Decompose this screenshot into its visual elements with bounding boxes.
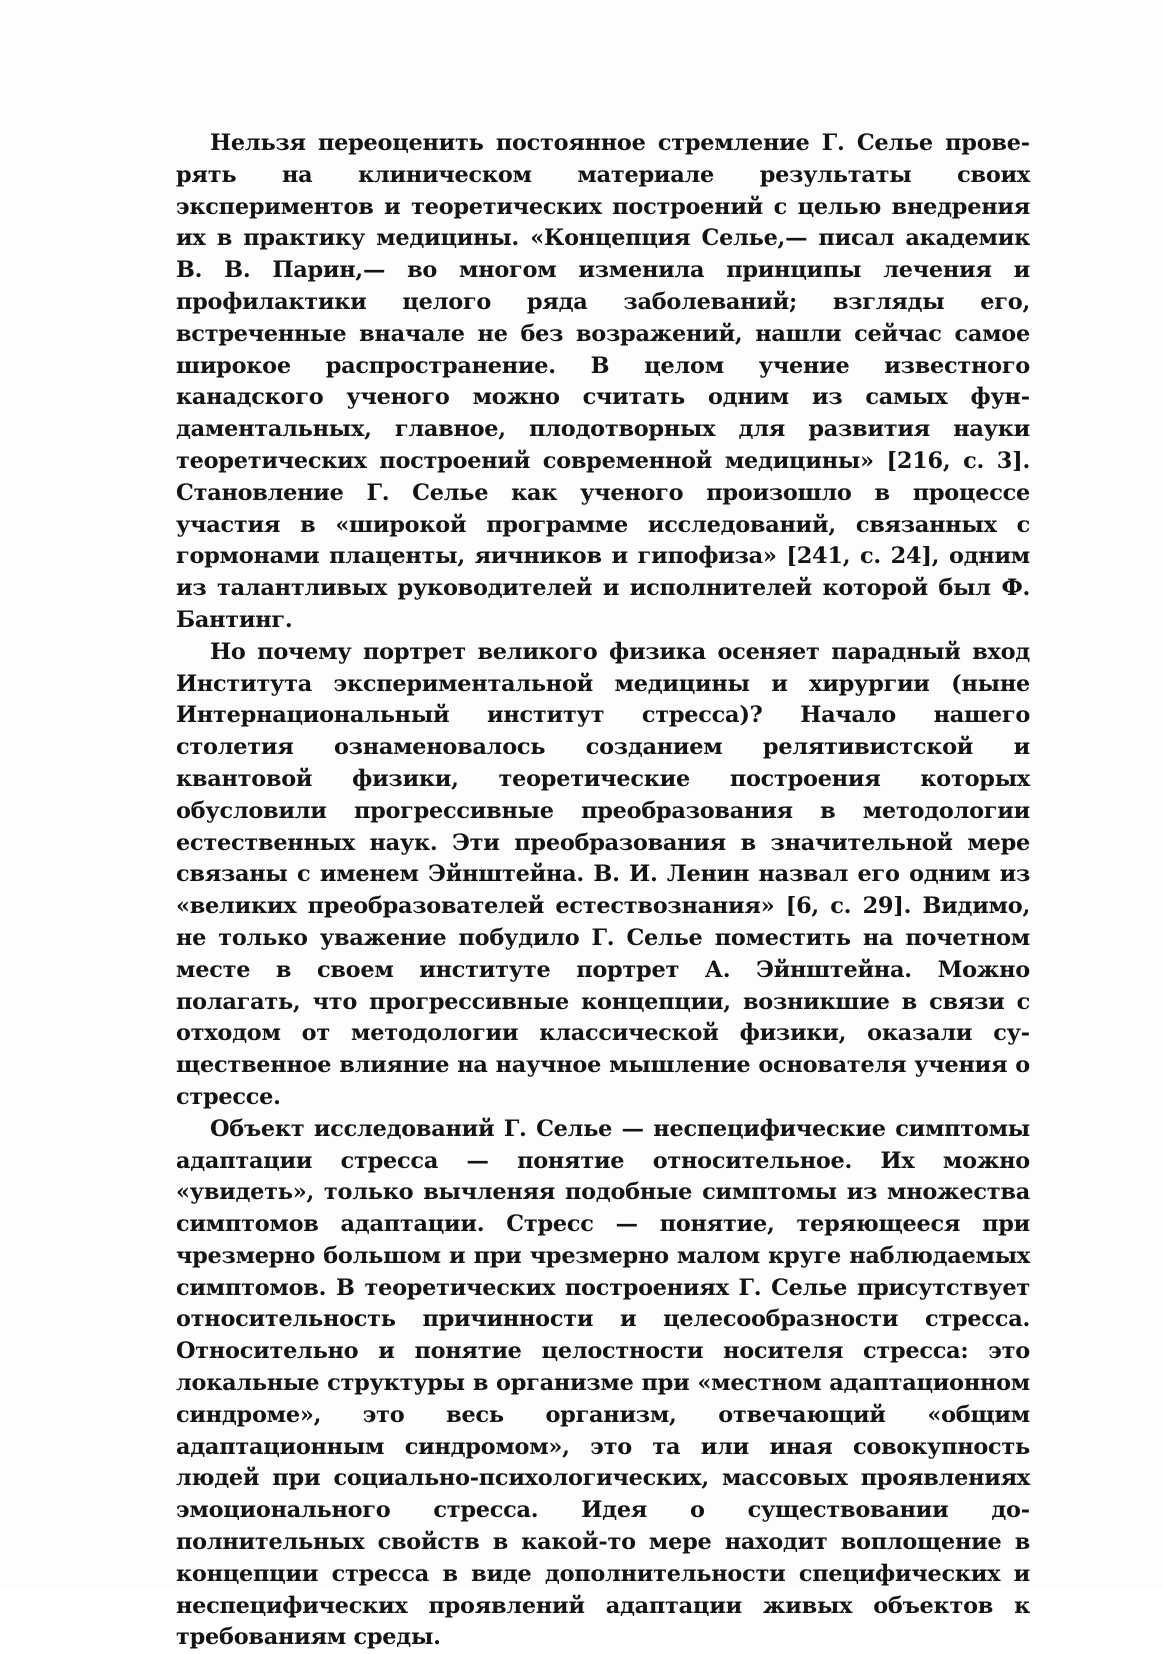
body-text bbox=[176, 128, 1030, 1654]
paragraph-1: Нельзя переоценить постоянное стремление Г. Селье проверять на клиническом материале результаты своих экспериментов и теоретических построений с целью внедрения их в практику медицины. «Концепция Селье,— писал академик В. В. Парин,— во многом изменила принципы лечения и профилактики целого ряда заболеваний; взгляды его, встреченные вначале не без возражений, нашли сейчас самое широкое распространение. В целом учение известного канадского ученого можно считать одним из самых фундаментальных, главное, плодотворных для развития науки теоретических построений современной медицины» [216, с. 3]. Становление Г. Селье как ученого произошло в процессе участия в «широкой программе исследований, связанных с гормонами плаценты, яичников и гипофиза» [241, с. 24], одним из талантливых руководителей и исполнителей которой был Ф. Бантинг. bbox=[176, 130, 1030, 633]
paragraph-3: Объект исследований Г. Селье — неспецифические симптомы адаптации стресса — понятие относительное. Их можно «увидеть», только вычленяя подобные симптомы из множества симптомов адаптации. Стресс — понятие, теряющееся при чрезмерно большом и при чрезмерно малом круге наблюдаемых симптомов. В теоретических построениях Г. Селье присутствует относительность причинности и целесообразности стресса. Относительно и понятие целостности носителя стресса: это локальные структуры в организме при «местном адаптационном синдроме», это весь организм, отвечающий «общим адаптационным синдромом», это та или иная совокупность людей при социально-психологических, массовых проявлениях эмоционального стресса. Идея о существовании дополнительных свойств в какой-то мере находит воплощение в концепции стресса в виде дополнительности специфических и неспецифических проявлений адаптации живых объектов к требованиям среды. bbox=[176, 1115, 1030, 1651]
paragraph-2: Но почему портрет великого физика осеняет парадный вход Института экспериментальной медицины и хирургии (ныне Интернациональный институт стресса)? Начало нашего столетия ознаменовалось созданием релятивистской и квантовой физики, теоретические построения которых обусловили прогрессивные преобразования в методологии естественных наук. Эти преобразования в значительной мере связаны с именем Эйнштейна. В. И. Ленин назвал его одним из «великих преобразователей естествознания» [6, с. 29]. Видимо, не только уважение побудило Г. Селье поместить на почетном месте в своем институте портрет А. Эйнштейна. Можно полагать, что прогрессивные концепции, возникшие в связи с отходом от методологии классической физики, оказали существенное влияние на научное мышление основателя учения о стрессе. bbox=[176, 638, 1030, 1110]
